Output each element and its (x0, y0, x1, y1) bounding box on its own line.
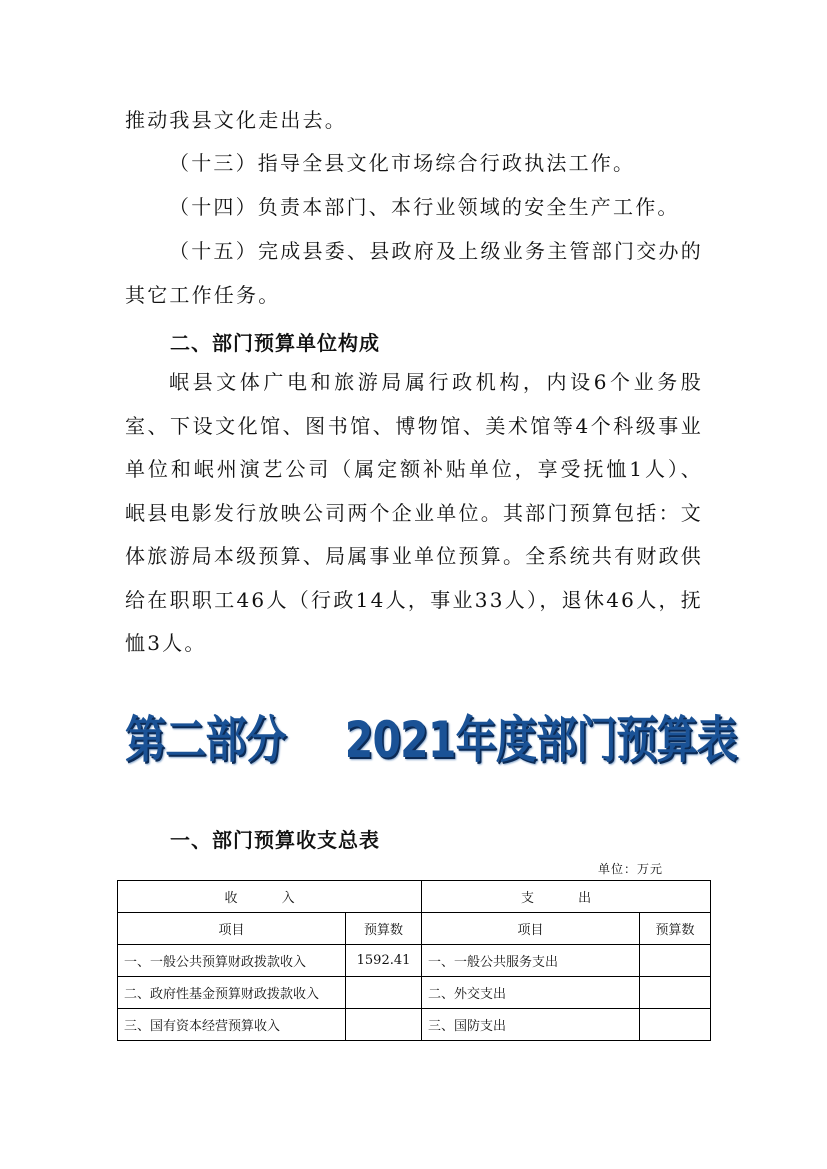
part-title (125, 700, 737, 780)
expense-amount-cell (640, 945, 711, 977)
expense-amount-cell (640, 977, 711, 1009)
table-heading: 一、部门预算收支总表 (170, 828, 380, 852)
expense-amount-column-header: 预算数 (640, 913, 711, 945)
income-header: 收 入 (118, 881, 422, 913)
income-item-column-header: 项目 (118, 913, 346, 945)
income-amount-cell (346, 977, 422, 1009)
expense-item-column-header: 项目 (422, 913, 640, 945)
section-heading-unit-composition: 二、部门预算单位构成 (170, 331, 380, 355)
expense-item-cell: 三、国防支出 (422, 1009, 640, 1041)
table-row (118, 1009, 711, 1041)
paragraph-item-15: （十五）完成县委、县政府及上级业务主管部门交办的其它工作任务。 (125, 239, 703, 307)
part-label: 第二部分 (125, 711, 286, 769)
income-amount-cell: 1592.41 (346, 945, 422, 977)
income-amount-cell (346, 1009, 422, 1041)
expense-amount-cell (640, 1009, 711, 1041)
table-column-header-row (118, 913, 711, 945)
part-title-text: 2021年度部门预算表 (344, 711, 737, 769)
income-item-cell: 三、国有资本经营预算收入 (118, 1009, 346, 1041)
table-group-header-row (118, 881, 711, 913)
paragraph-item-13: （十三）指导全县文化市场综合行政执法工作。 (169, 151, 636, 175)
budget-summary-table (117, 880, 711, 1041)
table-row (118, 977, 711, 1009)
expense-item-cell: 二、外交支出 (422, 977, 640, 1009)
income-item-cell: 二、政府性基金预算财政拨款收入 (118, 977, 346, 1009)
paragraph-unit-composition: 岷县文体广电和旅游局属行政机构，内设6个业务股室、下设文化馆、图书馆、博物馆、美术馆等4个科级事业单位和岷州演艺公司（属定额补贴单位，享受抚恤1人）、岷县电影发行放映公司两个企业单位。其部门预算包括：文体旅游局本级预算、局属事业单位预算。全系统共有财政供给在职职工46人（行政14人，事业33人），退休46人，抚恤3人。 (125, 370, 703, 655)
expense-item-cell: 一、一般公共服务支出 (422, 945, 640, 977)
unit-label: 单位：万元 (598, 862, 664, 876)
paragraph-item-14: （十四）负责本部门、本行业领域的安全生产工作。 (169, 195, 680, 219)
income-item-cell: 一、一般公共预算财政拨款收入 (118, 945, 346, 977)
table-row (118, 945, 711, 977)
income-amount-column-header: 预算数 (346, 913, 422, 945)
expense-header: 支 出 (422, 881, 711, 913)
paragraph-continuation: 推动我县文化走出去。 (125, 108, 347, 132)
